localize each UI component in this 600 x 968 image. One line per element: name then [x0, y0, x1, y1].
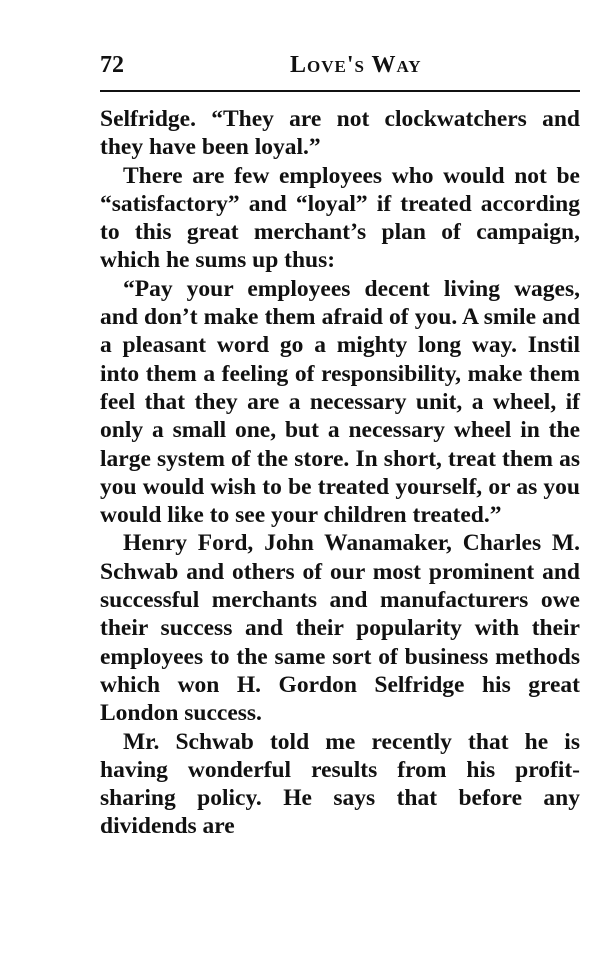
paragraph-continued: Selfridge. “They are not clockwatchers and they have been loyal.” [100, 106, 580, 161]
paragraph: Henry Ford, John Wanamaker, Charles M. Schwab and others of our most prominent and successful merchants and manufacturers owe their success and their popularity with their employees to the same sort of business methods which won H. Gordon Selfridge his great London success. [100, 530, 580, 727]
body-text [100, 105, 580, 841]
paragraph: Mr. Schwab told me recently that he is having wonderful results from his profit-sharing policy. He says that before any dividends are [100, 728, 580, 840]
page-number: 72 [100, 52, 124, 78]
running-head: Love's Way [290, 52, 422, 78]
paragraph: There are few employees who would not be “satisfactory” and “loyal” if treated according to this great merchant’s plan of campaign, which he sums up thus: [100, 162, 580, 274]
page-header [100, 48, 580, 88]
paragraph-quote: “Pay your employees decent living wages, and don’t make them afraid of you. A smile and a pleasant word go a mighty long way. Instil into them a feeling of responsibility, make them feel that they are a necessary unit, a wheel, if only a small one, but a necessary wheel in the large system of the store. In short, treat them as you would wish to be treated yourself, or as you would like to see your children treated.” [100, 275, 580, 529]
header-rule [100, 90, 580, 92]
